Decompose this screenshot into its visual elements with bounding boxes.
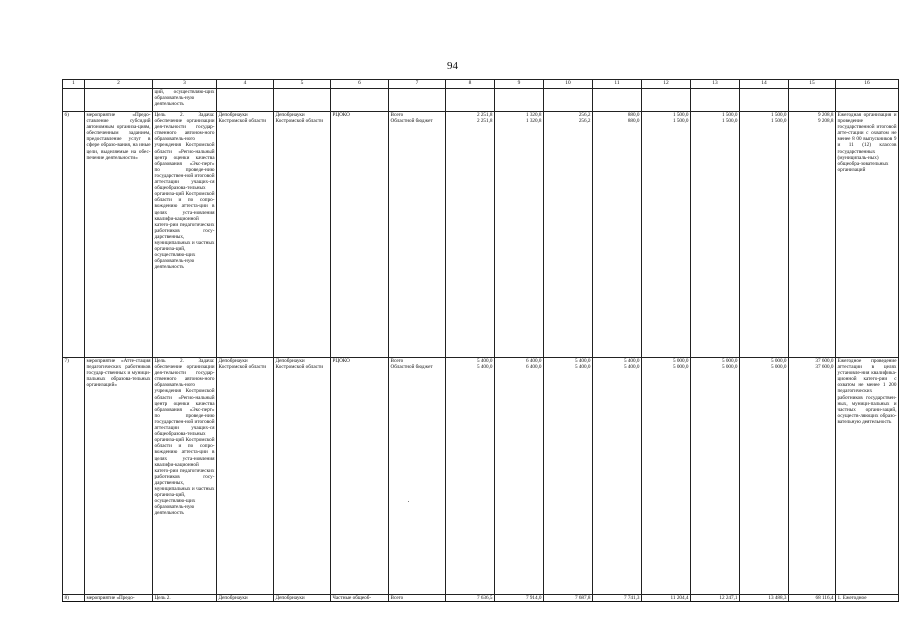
measure-name: мероприятие «Атте-стация педагогических работников государ-ственных и муници-пальных образова-тельных организаций» — [85, 358, 153, 595]
budget-table — [62, 79, 899, 602]
amount-cell: 13 488,3 — [740, 595, 789, 602]
amount-cell: 2 251,8 2 251,8 — [446, 112, 495, 358]
amount-cell: 5 000,0 5 000,0 — [642, 358, 691, 595]
measure-name: мероприятие «Предо-ставление субсидий автономным организа-циям, обеспеченным заданием, предоставление услуг в сфере образо-вания, на иные цели, выделяемые на обес-печение деятельности» — [85, 112, 153, 358]
header-cell: 5 — [274, 80, 331, 89]
amount-cell: 7 687,8 — [544, 595, 593, 602]
measure-name: мероприятие «Предо- — [85, 595, 153, 602]
participant: РЦОКО — [331, 358, 389, 595]
header-cell: 6 — [331, 80, 389, 89]
amount-cell: 5 000,0 5 000,0 — [740, 358, 789, 595]
amount-cell: 1 500,0 1 500,0 — [691, 112, 740, 358]
amount-cell: 5 400,0 5 400,0 — [544, 358, 593, 595]
responsible-executor: Депобрнауки Костромской области — [217, 112, 274, 358]
continuation-text: ций, осуществляю-щих образователь-ную деятельность — [153, 89, 217, 112]
co-executor: Депобрнауки — [274, 595, 331, 602]
goal-text: Цель 2. — [153, 595, 217, 602]
header-row — [63, 80, 899, 89]
responsible-executor: Депобрнауки — [217, 595, 274, 602]
goal-text: Цель 2. Задача: обеспечение организации дея-тельности государ-ственного автоном-ного образователь-ного учреждения Костромской области «Регио-нальный центр оценки качества образования «Экс-перт» по проведе-нию государствен-ной итоговой аттестации учащих-ся общеобразова-тельных организа-ций Костромской области и по сопро-вождению аттеста-ции в целях уста-новления квалифи-кационной катего-рии педагогических работников госу-дарственных, муниципальных и частных организа-ций, осуществляю-щих образователь-ную деятельность — [153, 358, 217, 595]
table-row — [63, 89, 899, 112]
amount-cell: 12 247,1 — [691, 595, 740, 602]
amount-cell: 7 914,0 — [495, 595, 544, 602]
goal-text: Цель 2. Задача: обеспечение организации дея-тельности государ-ственного автоном-ного образователь-ного учреждения Костромской области «Регио-нальный центр оценки качества образования «Экс-перт» по проведе-нию государствен-ной итоговой аттестации учащих-ся общеобразова-тельных организа-ций Костромской области и по сопро-вождению аттеста-ции в целях уста-новления квалифи-кационной катего-рии педагогических работников госу-дарственных, муниципальных и частных организа-ций, осуществляю-щих образователь-ную деятельность — [153, 112, 217, 358]
amount-cell: 6 400,0 6 400,0 — [495, 358, 544, 595]
header-cell: 9 — [495, 80, 544, 89]
expected-result: Ежегодная организация и проведение государственной итоговой атте-стации с охватом не менее 8 00 выпускников 9 и 11 (12) классов государственных (муниципаль-ных) общеобра-зовательных организаций — [836, 112, 899, 358]
amount-cell: 7 741,3 — [593, 595, 642, 602]
header-cell: 3 — [153, 80, 217, 89]
amount-cell: 1 500,0 1 500,0 — [642, 112, 691, 358]
header-cell: 7 — [389, 80, 446, 89]
amount-cell: 5 000,0 5 000,0 — [691, 358, 740, 595]
table-row — [63, 358, 899, 595]
header-cell: 12 — [642, 80, 691, 89]
page-number: 94 — [447, 60, 458, 72]
header-cell: 2 — [85, 80, 153, 89]
amount-cell: 5 400,0 5 400,0 — [446, 358, 495, 595]
table-row — [63, 112, 899, 358]
amount-cell: 7 636,5 — [446, 595, 495, 602]
amount-cell: 5 400,0 5 400,0 — [593, 358, 642, 595]
expected-result: 1. Ежегодное — [836, 595, 899, 602]
amount-cell: 880,0 880,0 — [593, 112, 642, 358]
funding-source: Всего — [389, 595, 446, 602]
funding-source: Всего Областной бюджет — [389, 112, 446, 358]
participant: Частные общеоб- — [331, 595, 389, 602]
amount-cell: 256,2 256,2 — [544, 112, 593, 358]
participant: РЦОКО — [331, 112, 389, 358]
header-cell: 1 — [63, 80, 85, 89]
header-cell: 13 — [691, 80, 740, 89]
total-cell: 9 208,8 9 208,8 — [789, 112, 836, 358]
total-cell: 37 600,0 37 600,0 — [789, 358, 836, 595]
amount-cell: 1 500,0 1 500,0 — [740, 112, 789, 358]
header-cell: 11 — [593, 80, 642, 89]
funding-source: Всего Областной бюджет — [389, 358, 446, 595]
header-cell: 10 — [544, 80, 593, 89]
header-cell: 15 — [789, 80, 836, 89]
header-cell: 8 — [446, 80, 495, 89]
header-cell: 16 — [836, 80, 899, 89]
row-number: 6) — [63, 112, 85, 358]
header-cell: 4 — [217, 80, 274, 89]
co-executor: Депобрнауки Костромской области — [274, 358, 331, 595]
header-cell: 14 — [740, 80, 789, 89]
row-number: 8) — [63, 595, 85, 602]
co-executor: Депобрнауки Костромской области — [274, 112, 331, 358]
amount-cell: 11 204,4 — [642, 595, 691, 602]
total-cell: 68 116,4 — [789, 595, 836, 602]
table-row — [63, 595, 899, 602]
amount-cell: 1 320,8 1 320,8 — [495, 112, 544, 358]
expected-result: Ежегодное проведение аттестации в целях установле-ния квалифика-ционной катего-рии с охватом не менее 1 200 педагогических работников государствен-ных, муници-пальных и частных органи-заций, осуществ-ляющих образо-вательную деятельность — [836, 358, 899, 595]
row-number: 7) — [63, 358, 85, 595]
responsible-executor: Депобрнауки Костромской области — [217, 358, 274, 595]
